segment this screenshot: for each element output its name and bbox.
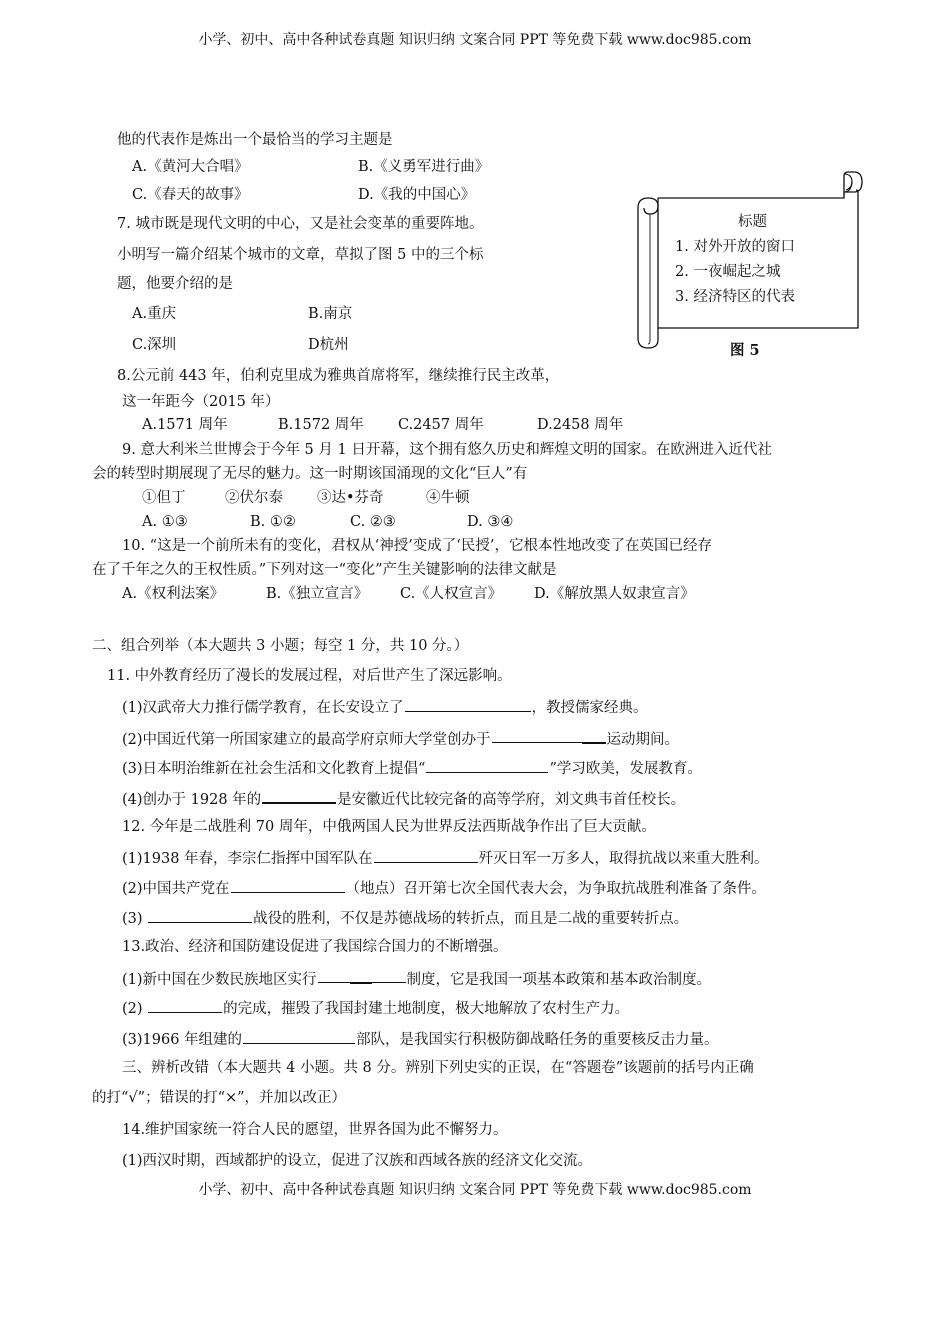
q13-sub2: [122, 997, 629, 1019]
q10-option-c: C.《人权宣言》: [400, 586, 503, 602]
q11-sub3: [122, 757, 702, 779]
q12-sub3-text-pre: (3): [122, 911, 148, 927]
q11-sub2-text-pre: (2)中国近代第一所国家建立的最高学府京师大学堂创办于: [122, 732, 491, 748]
q13-sub2-text-post: 的完成，摧毁了我国封建土地制度，极大地解放了农村生产力。: [223, 1001, 630, 1017]
q8-option-c: C.2457 周年: [398, 417, 484, 433]
q7-option-a: A.重庆: [132, 306, 177, 322]
q13-sub2-blank: [148, 997, 222, 1013]
q13-sub1: [122, 967, 711, 990]
q13-sub3-text-post: 部队，是我国实行积极防御战略任务的重要核反击力量。: [356, 1032, 719, 1048]
q13-sub1-blank: [318, 967, 406, 983]
q10-option-a: A.《权利法案》: [122, 586, 225, 602]
q6-option-b: B.《义勇军进行曲》: [358, 159, 490, 175]
scroll-shape: [630, 168, 870, 354]
q12-stem: 12. 今年是二战胜利 70 周年，中俄两国人民为世界反法西斯战争作出了巨大贡献。: [122, 819, 656, 835]
q7-option-b: B.南京: [308, 306, 353, 322]
q6-stem: 他的代表作是炼出一个最恰当的学习主题是: [117, 132, 393, 148]
q8-stem-line1: 8.公元前 443 年，伯利克里成为雅典首席将军，继续推行民主改革，: [117, 368, 560, 384]
q9-item-1: ①但丁: [142, 490, 186, 506]
q9-item-2: ②伏尔泰: [225, 490, 283, 506]
q11-sub1: [122, 696, 648, 718]
q8-option-b: B.1572 周年: [278, 417, 364, 433]
q8-option-d: D.2458 周年: [537, 417, 624, 433]
q11-sub4: [122, 787, 685, 810]
page-footer: 小学、初中、高中各种试卷真题 知识归纳 文案合同 PPT 等免费下载 www.doc985.com: [198, 1182, 752, 1198]
figure5-title: 标题: [738, 214, 767, 230]
q14-stem: 14.维护国家统一符合人民的愿望，世界各国为此不懈努力。: [122, 1122, 508, 1138]
q13-sub3: [122, 1028, 719, 1050]
q9-option-b: B. ①②: [250, 514, 296, 530]
q9-item-3: ③达•芬奇: [317, 490, 384, 506]
q11-sub2-text-post: 运动期间。: [606, 732, 680, 748]
q7-stem-line1: 7. 城市既是现代文明的中心，又是社会变革的重要阵地。: [117, 216, 484, 232]
q10-stem-line2: 在了千年之久的王权性质。”下列对这一“变化”产生关键影响的法律文献是: [92, 562, 557, 578]
q8-option-a: A.1571 周年: [142, 417, 228, 433]
q12-sub2-text-pre: (2)中国共产党在: [122, 881, 230, 897]
q9-stem-line1: 9. 意大利米兰世博会于今年 5 月 1 日开幕，这个拥有悠久历史和辉煌文明的国家。在欧洲进入近代社: [122, 442, 772, 458]
q9-item-4: ④牛顿: [426, 490, 470, 506]
q7-option-d: D杭州: [308, 337, 349, 353]
q9-option-d: D. ③④: [467, 514, 514, 530]
figure5-caption: 图 5: [730, 342, 760, 359]
q11-sub3-blank: [426, 757, 548, 773]
q11-sub3-text-post: ”学习欧美，发展教育。: [549, 761, 702, 777]
q11-sub2: [122, 727, 679, 750]
q11-stem: 11. 中外教育经历了漫长的发展过程，对后世产生了深远影响。: [107, 668, 512, 684]
q11-sub1-text-pre: (1)汉武帝大力推行儒学教育，在长安设立了: [122, 700, 404, 716]
q13-sub1-text-post: 制度，它是我国一项基本政策和基本政治制度。: [406, 972, 712, 988]
q11-sub2-blank: [492, 727, 606, 743]
q11-sub4-text-post: 是安徽近代比较完备的高等学府，刘文典韦首任校长。: [337, 792, 686, 808]
section3-heading-line1: 三、辨析改错（本大题共 4 小题。共 8 分。辨别下列史实的正误，在“答题卷”该题前的括号内正确: [122, 1060, 754, 1076]
q11-sub4-blank: [262, 787, 336, 804]
figure5-scroll: [630, 168, 870, 354]
q12-sub3: [122, 907, 688, 929]
figure5-item-1: 1. 对外开放的窗口: [675, 239, 795, 255]
q8-stem-line2: 这一年距今（2015 年）: [122, 394, 280, 410]
figure5-item-2: 2. 一夜崛起之城: [675, 264, 781, 280]
figure5-item-3: 3. 经济特区的代表: [675, 289, 795, 305]
q12-sub2-blank: [231, 877, 345, 893]
q12-sub1: [122, 847, 769, 869]
q7-stem-line2: 小明写一篇介绍某个城市的文章，草拟了图 5 中的三个标: [117, 247, 484, 263]
q13-sub2-text-pre: (2): [122, 1001, 148, 1017]
q10-stem-line1: 10. “这是一个前所未有的变化，君权从‘神授’变成了‘民授’，它根本性地改变了在英国已经存: [122, 538, 713, 554]
q10-option-b: B.《独立宣言》: [266, 586, 369, 602]
q9-stem-line2: 会的转型时期展现了无尽的魅力。这一时期该国涌现的文化“巨人”有: [92, 466, 528, 482]
q12-sub2-text-post: （地点）召开第七次全国代表大会，为争取抗战胜利准备了条件。: [345, 881, 767, 897]
q11-sub1-blank: [405, 696, 531, 712]
section2-heading: 二、组合列举（本大题共 3 小题；每空 1 分，共 10 分。）: [92, 638, 469, 654]
q13-sub3-text-pre: (3)1966 年组建的: [122, 1032, 243, 1048]
q6-option-a: A.《黄河大合唱》: [132, 159, 249, 175]
q12-sub3-text-post: 战役的胜利，不仅是苏德战场的转折点，而且是二战的重要转折点。: [253, 911, 689, 927]
q13-sub1-text-pre: (1)新中国在少数民族地区实行: [122, 972, 317, 988]
q11-sub3-text-pre: (3)日本明治维新在社会生活和文化教育上提倡“: [122, 761, 426, 777]
q7-stem-line3: 题，他要介绍的是: [117, 276, 233, 292]
q12-sub2: [122, 877, 766, 899]
q6-option-c: C.《春天的故事》: [132, 187, 249, 203]
q13-sub3-blank: [243, 1028, 355, 1044]
page-header: 小学、初中、高中各种试卷真题 知识归纳 文案合同 PPT 等免费下载 www.doc985.com: [198, 32, 752, 48]
q12-sub1-blank: [374, 847, 478, 863]
q13-stem: 13.政治、经济和国防建设促进了我国综合国力的不断增强。: [122, 939, 508, 955]
q11-sub4-text-pre: (4)创办于 1928 年的: [122, 792, 262, 808]
q12-sub1-text-post: 歼灭日军一万多人，取得抗战以来重大胜利。: [478, 851, 769, 867]
section3-heading-line2: 的打“√”；错误的打“×”，并加以改正）: [92, 1090, 347, 1106]
q14-sub1: (1)西汉时期，西域都护的设立，促进了汉族和西域各族的经济文化交流。: [122, 1153, 593, 1169]
q10-option-d: D.《解放黑人奴隶宣言》: [534, 586, 695, 602]
q12-sub3-blank: [148, 907, 252, 923]
q9-option-c: C. ②③: [350, 514, 396, 530]
q9-option-a: A. ①③: [142, 514, 188, 530]
q7-option-c: C.深圳: [132, 337, 177, 353]
q6-option-d: D.《我的中国心》: [358, 187, 476, 203]
q11-sub1-text-post: ，教授儒家经典。: [531, 700, 648, 716]
q12-sub1-text-pre: (1)1938 年春，李宗仁指挥中国军队在: [122, 851, 373, 867]
